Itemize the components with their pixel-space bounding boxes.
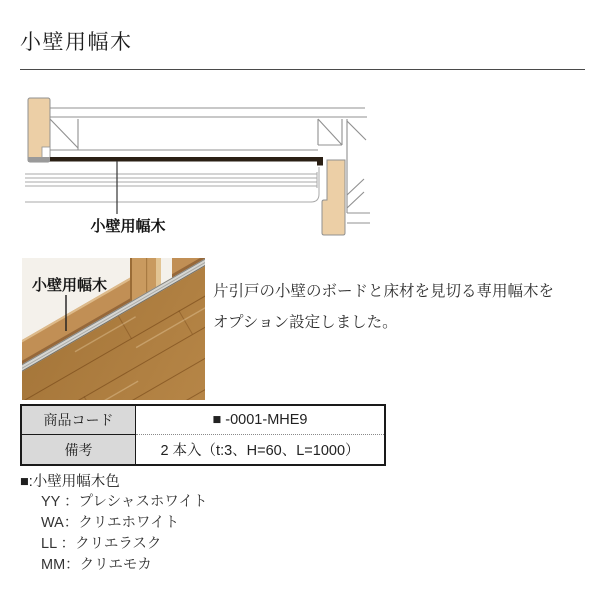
color-list-item: YY ：プレシャスホワイト <box>41 494 208 510</box>
description-line-2: オプション設定しました。 <box>213 314 398 331</box>
spec-table <box>20 404 386 466</box>
baseboard-end-step <box>317 162 323 166</box>
spec-row-value: ■ -0001-MHE9 <box>136 406 384 435</box>
installation-photo <box>22 258 205 400</box>
spec-row-value: 2 本入（t:3、H=60、L=1000） <box>160 443 360 459</box>
diagram-callout-label: 小壁用幅木 <box>90 218 166 235</box>
page-title: 小壁用幅木 <box>20 31 133 54</box>
wood-stud-right <box>322 160 345 235</box>
spec-row-remarks <box>22 435 384 464</box>
photo-callout-label: 小壁用幅木 <box>32 277 108 294</box>
title-divider <box>20 69 585 70</box>
cross-section-diagram <box>20 95 410 245</box>
spec-row-product-code <box>22 406 384 435</box>
description-line-1: 片引戸の小壁のボードと床材を見切る専用幅木を <box>213 283 555 300</box>
color-list <box>41 492 207 576</box>
floor-track-lines <box>25 167 319 202</box>
spec-row-label: 商品コード <box>22 406 136 435</box>
spec-row-label: 備考 <box>22 435 136 464</box>
color-list-item: LL ：クリエラスク <box>41 536 162 552</box>
description-text <box>213 276 595 338</box>
color-list-item: MM：クリエモカ <box>41 557 152 573</box>
color-note-heading: ■:小壁用幅木色 <box>20 474 120 490</box>
stud-end-cap <box>28 157 50 162</box>
color-list-item: WA：クリエホワイト <box>41 515 180 531</box>
baseboard-profile <box>50 157 323 162</box>
